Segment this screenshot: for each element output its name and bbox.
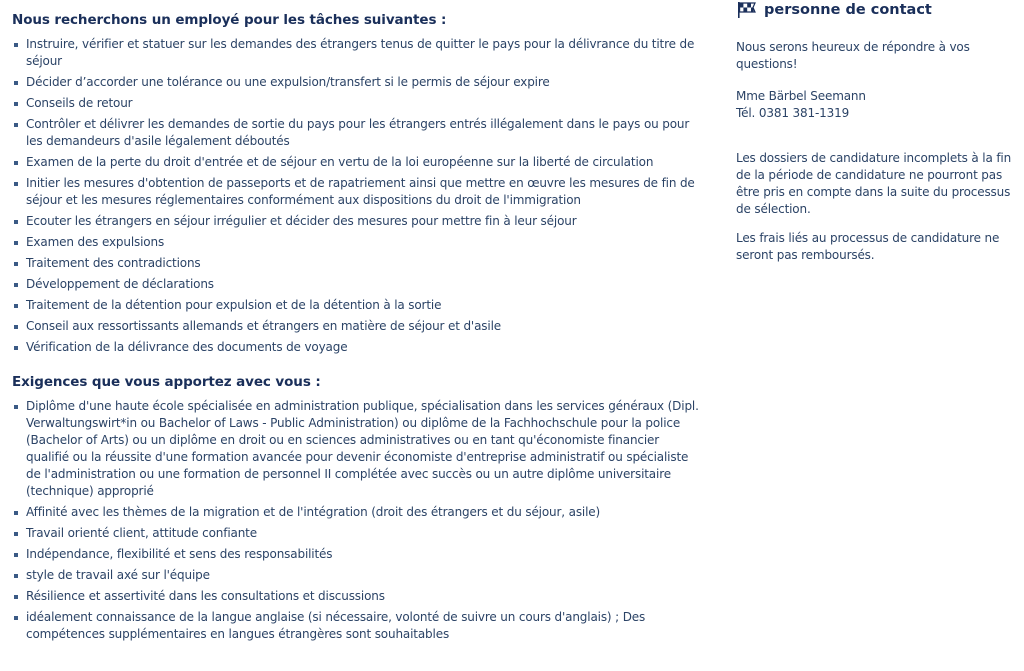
- list-item: Traitement des contradictions: [12, 255, 702, 272]
- list-item: Travail orienté client, attitude confiante: [12, 525, 702, 542]
- list-item: Décider d’accorder une tolérance ou une expulsion/transfert si le permis de séjour expire: [12, 74, 702, 91]
- contact-header: [736, 0, 1024, 20]
- tasks-list: [12, 36, 702, 356]
- tasks-heading: Nous recherchons un employé pour les tâches suivantes :: [12, 12, 447, 28]
- list-item: Affinité avec les thèmes de la migration et de l'intégration (droit des étrangers et du séjour, asile): [12, 504, 702, 521]
- list-item: Vérification de la délivrance des documents de voyage: [12, 339, 702, 356]
- contact-phone: Tél. 0381 381-1319: [736, 106, 850, 120]
- requirements-list: [12, 398, 702, 643]
- list-item: Ecouter les étrangers en séjour irrégulier et décider des mesures pour mettre fin à leur séjour: [12, 213, 702, 230]
- main-content: [12, 12, 702, 647]
- list-item: Résilience et assertivité dans les consultations et discussions: [12, 588, 702, 605]
- list-item: Conseils de retour: [12, 95, 702, 112]
- contact-name: Mme Bärbel Seemann: [736, 89, 866, 103]
- list-item: Examen des expulsions: [12, 234, 702, 251]
- contact-intro: Nous serons heureux de répondre à vos questions!: [736, 40, 970, 71]
- list-item: Conseil aux ressortissants allemands et étrangers en matière de séjour et d'asile: [12, 318, 702, 335]
- requirements-heading: Exigences que vous apportez avec vous :: [12, 374, 321, 390]
- list-item: idéalement connaissance de la langue anglaise (si nécessaire, volonté de suivre un cours d'anglais) ; Des compétences supplémentaires en langues étrangères sont souhaitables: [12, 609, 702, 643]
- list-item: Instruire, vérifier et statuer sur les demandes des étrangers tenus de quitter le pays pour la délivrance du titre de séjour: [12, 36, 702, 70]
- contact-title: personne de contact: [764, 2, 932, 18]
- list-item: Indépendance, flexibilité et sens des responsabilités: [12, 546, 702, 563]
- list-item: Diplôme d'une haute école spécialisée en administration publique, spécialisation dans les services généraux (Dipl. Verwaltungswirt*in ou Bachelor of Laws - Public Administration) ou diplôme de la Fachhochschule pour la police (Bachelor of Arts) ou un diplôme en droit ou en sciences administratives ou en tant qu'économiste financier qualifié ou la réussite d'une formation avancée pour devenir économiste d'entreprise administratif ou spécialiste de l'administration ou une formation de personnel II complétée avec succès ou un autre diplôme universitaire (technique) approprié: [12, 398, 702, 500]
- incomplete-applications-note: Les dossiers de candidature incomplets à la fin de la période de candidature ne pourront pas être pris en compte dans la suite du processus de sélection.: [736, 151, 1012, 216]
- list-item: Développement de déclarations: [12, 276, 702, 293]
- list-item: Examen de la perte du droit d'entrée et de séjour en vertu de la loi européenne sur la liberté de circulation: [12, 154, 702, 171]
- fees-note: Les frais liés au processus de candidature ne seront pas remboursés.: [736, 231, 1000, 262]
- checkered-flag-icon: [736, 1, 758, 19]
- list-item: Contrôler et délivrer les demandes de sortie du pays pour les étrangers entrés illégalement dans le pays ou pour les demandeurs d'asile légalement déboutés: [12, 116, 702, 150]
- list-item: style de travail axé sur l'équipe: [12, 567, 702, 584]
- contact-sidebar: [736, 0, 1024, 264]
- list-item: Initier les mesures d'obtention de passeports et de rapatriement ainsi que mettre en œuvre les mesures de fin de séjour et les mesures réglementaires conformément aux dispositions du droit de l'immigration: [12, 175, 702, 209]
- list-item: Traitement de la détention pour expulsion et de la détention à la sortie: [12, 297, 702, 314]
